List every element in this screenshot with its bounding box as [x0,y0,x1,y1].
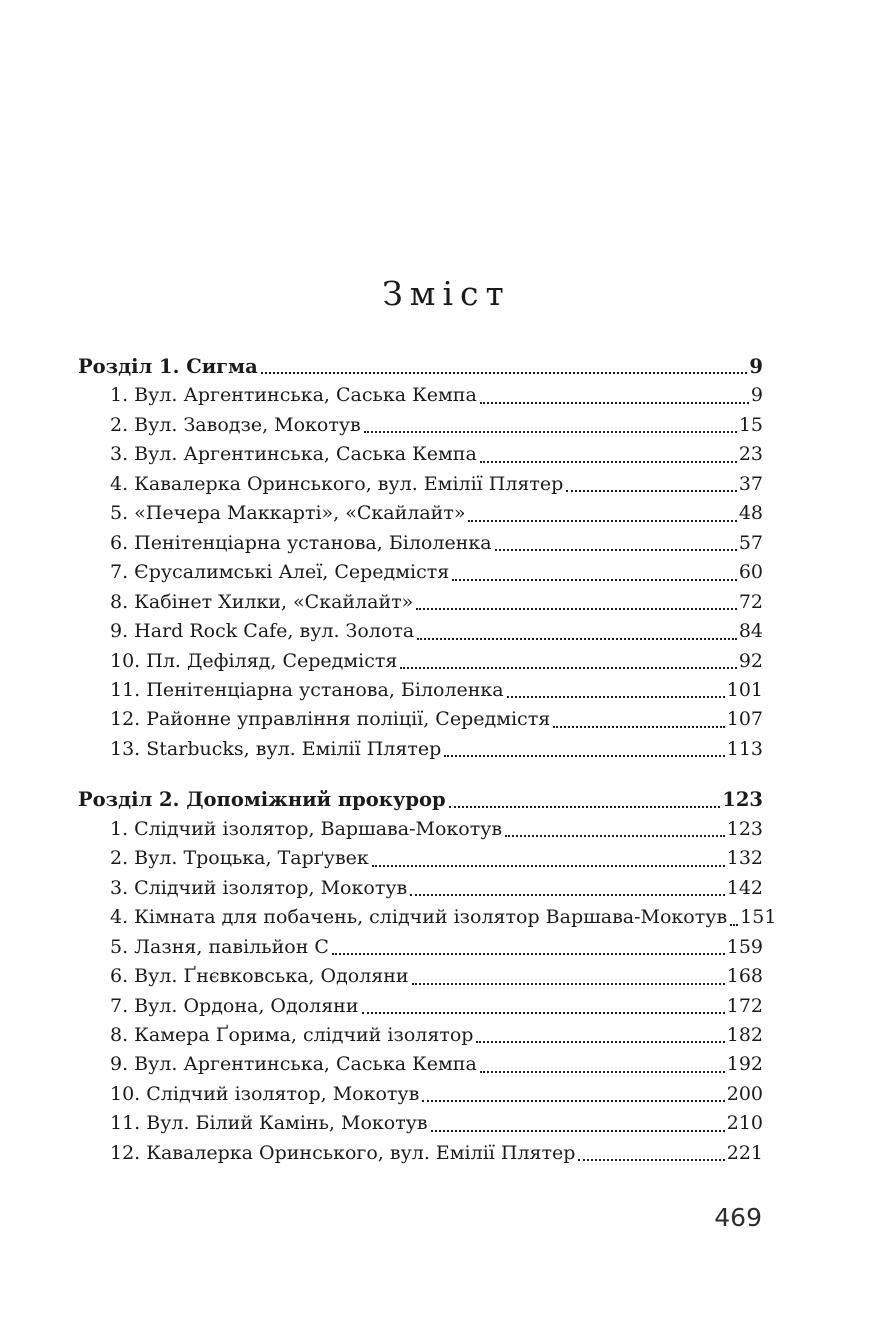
dotted-leader [400,667,736,669]
toc-entry-label: 9. Вул. Аргентинська, Саська Кемпа [110,1053,477,1076]
toc-section-heading-label: Розділ 1. Сигма [78,355,258,378]
toc-section-heading-page: 123 [722,788,763,812]
toc-entry-page: 200 [726,1082,763,1105]
toc-entry-label: 1. Вул. Аргентинська, Саська Кемпа [110,384,477,407]
toc-entry-label: 13. Starbucks, вул. Емілії Плятер [110,737,442,760]
dotted-leader [730,924,738,926]
toc-section [78,785,777,1168]
toc-entry [78,470,763,499]
toc-entry-label: 4. Кімната для побачень, слідчий ізолятор Варшава-Мокотув [110,906,728,929]
toc-entry-page: 15 [738,413,763,436]
dotted-leader [505,835,725,837]
toc-entry [78,992,763,1021]
toc-entry-page: 123 [726,817,763,840]
toc-entry-label: 3. Вул. Аргентинська, Саська Кемпа [110,443,477,466]
dotted-leader [449,806,721,808]
toc-entry [78,529,763,558]
toc-entry-label: 8. Камера Ґорима, слідчий ізолятор [110,1023,474,1046]
dotted-leader [261,372,748,374]
toc-entry-page: 142 [726,876,763,899]
dotted-leader [476,1041,724,1043]
toc-entry-label: 2. Вул. Троцька, Тарґувек [110,847,369,870]
toc-entry-page: 159 [726,935,763,958]
dotted-leader [480,402,749,404]
toc-section-heading-label: Розділ 2. Допоміжний прокурор [78,788,446,812]
toc-entry-label: 11. Вул. Білий Камінь, Мокотув [110,1112,428,1135]
toc-entry [78,962,763,991]
toc-entry-label: 4. Кавалерка Оринського, вул. Емілії Плятер [110,472,564,495]
dotted-leader [480,461,737,463]
toc-entry [78,705,763,734]
dotted-leader [444,755,724,757]
toc-entry [78,874,763,903]
toc-entry-page: 151 [740,906,777,929]
toc-entry-label: 10. Слідчий ізолятор, Мокотув [110,1082,420,1105]
toc-section-heading [78,785,763,814]
dotted-leader [412,983,725,985]
toc-entry-page: 57 [738,531,763,554]
toc-entry-page: 172 [726,994,763,1017]
toc-entry-label: 5. «Печера Маккарті», «Скайлайт» [110,502,466,525]
toc-entry-label: 1. Слідчий ізолятор, Варшава-Мокотув [110,817,503,840]
toc-entry-page: 132 [726,847,763,870]
dotted-leader [364,431,737,433]
toc-entry-page: 221 [726,1141,763,1164]
toc-entry-page: 113 [726,737,763,760]
toc-entry-label: 7. Єрусалимські Алеї, Середмістя [110,561,450,584]
toc-entry [78,815,763,844]
toc-entry [78,735,763,764]
toc-entry-label: 12. Районне управління поліції, Середмістя [110,708,551,731]
toc-entry [78,617,763,646]
toc-entry-page: 48 [738,502,763,525]
dotted-leader [416,608,737,610]
toc-entry-page: 210 [726,1112,763,1135]
dotted-leader [507,696,725,698]
toc-entry [78,1080,763,1109]
toc-entry [78,844,763,873]
toc-entry [78,411,763,440]
dotted-leader [422,1100,724,1102]
toc-entry-label: 6. Пенітенціарна установа, Білоленка [110,531,492,554]
toc-entry [78,933,763,962]
dotted-leader [431,1130,725,1132]
toc-entry-label: 9. Hard Rock Cafe, вул. Золота [110,620,415,643]
toc-entry-label: 2. Вул. Заводзе, Мокотув [110,413,361,436]
toc-entry-page: 101 [726,678,763,701]
toc-entry-label: 6. Вул. Ґнєвковська, Одоляни [110,965,409,988]
toc-section [78,352,763,764]
toc-entry-label: 11. Пенітенціарна установа, Білоленка [110,678,504,701]
page-title: Зміст [382,274,511,313]
toc-entry-page: 9 [750,384,763,407]
toc-entry-label: 3. Слідчий ізолятор, Мокотув [110,876,408,899]
toc-entry [78,381,763,410]
toc-entry-label: 7. Вул. Ордона, Одоляни [110,994,359,1017]
dotted-leader [362,1012,725,1014]
toc-entry-page: 192 [726,1053,763,1076]
dotted-leader [452,579,737,581]
dotted-leader [553,726,725,728]
toc-entry [78,1139,763,1168]
toc-entry-page: 182 [726,1023,763,1046]
toc-entry-label: 8. Кабінет Хилки, «Скайлайт» [110,590,414,613]
toc-entry-page: 92 [738,649,763,672]
toc-entry [78,676,763,705]
toc-entry-page: 107 [726,708,763,731]
toc-entry [78,1109,763,1138]
toc-entry [78,647,763,676]
dotted-leader [566,490,736,492]
toc-entry-label: 5. Лазня, павільйон С [110,935,329,958]
dotted-leader [468,520,736,522]
dotted-leader [372,865,725,867]
toc-entry [78,1021,763,1050]
toc-entry-page: 84 [738,620,763,643]
dotted-leader [480,1071,725,1073]
table-of-contents [78,352,777,1168]
toc-entry [78,440,763,469]
dotted-leader [410,894,725,896]
toc-entry-page: 60 [738,561,763,584]
toc-section-heading [78,352,763,381]
toc-entry [78,903,777,932]
toc-entry-page: 37 [738,472,763,495]
dotted-leader [578,1159,724,1161]
page-number: 469 [714,1203,762,1232]
dotted-leader [332,953,725,955]
toc-entry-page: 23 [738,443,763,466]
dotted-leader [417,638,737,640]
toc-entry-page: 168 [726,965,763,988]
toc-entry [78,1050,763,1079]
toc-entry [78,558,763,587]
toc-entry-label: 12. Кавалерка Оринського, вул. Емілії Плятер [110,1141,576,1164]
toc-entry-label: 10. Пл. Дефіляд, Середмістя [110,649,398,672]
dotted-leader [495,549,737,551]
toc-entry-page: 72 [738,590,763,613]
toc-entry [78,588,763,617]
toc-entry [78,499,763,528]
toc-section-heading-page: 9 [749,355,763,378]
